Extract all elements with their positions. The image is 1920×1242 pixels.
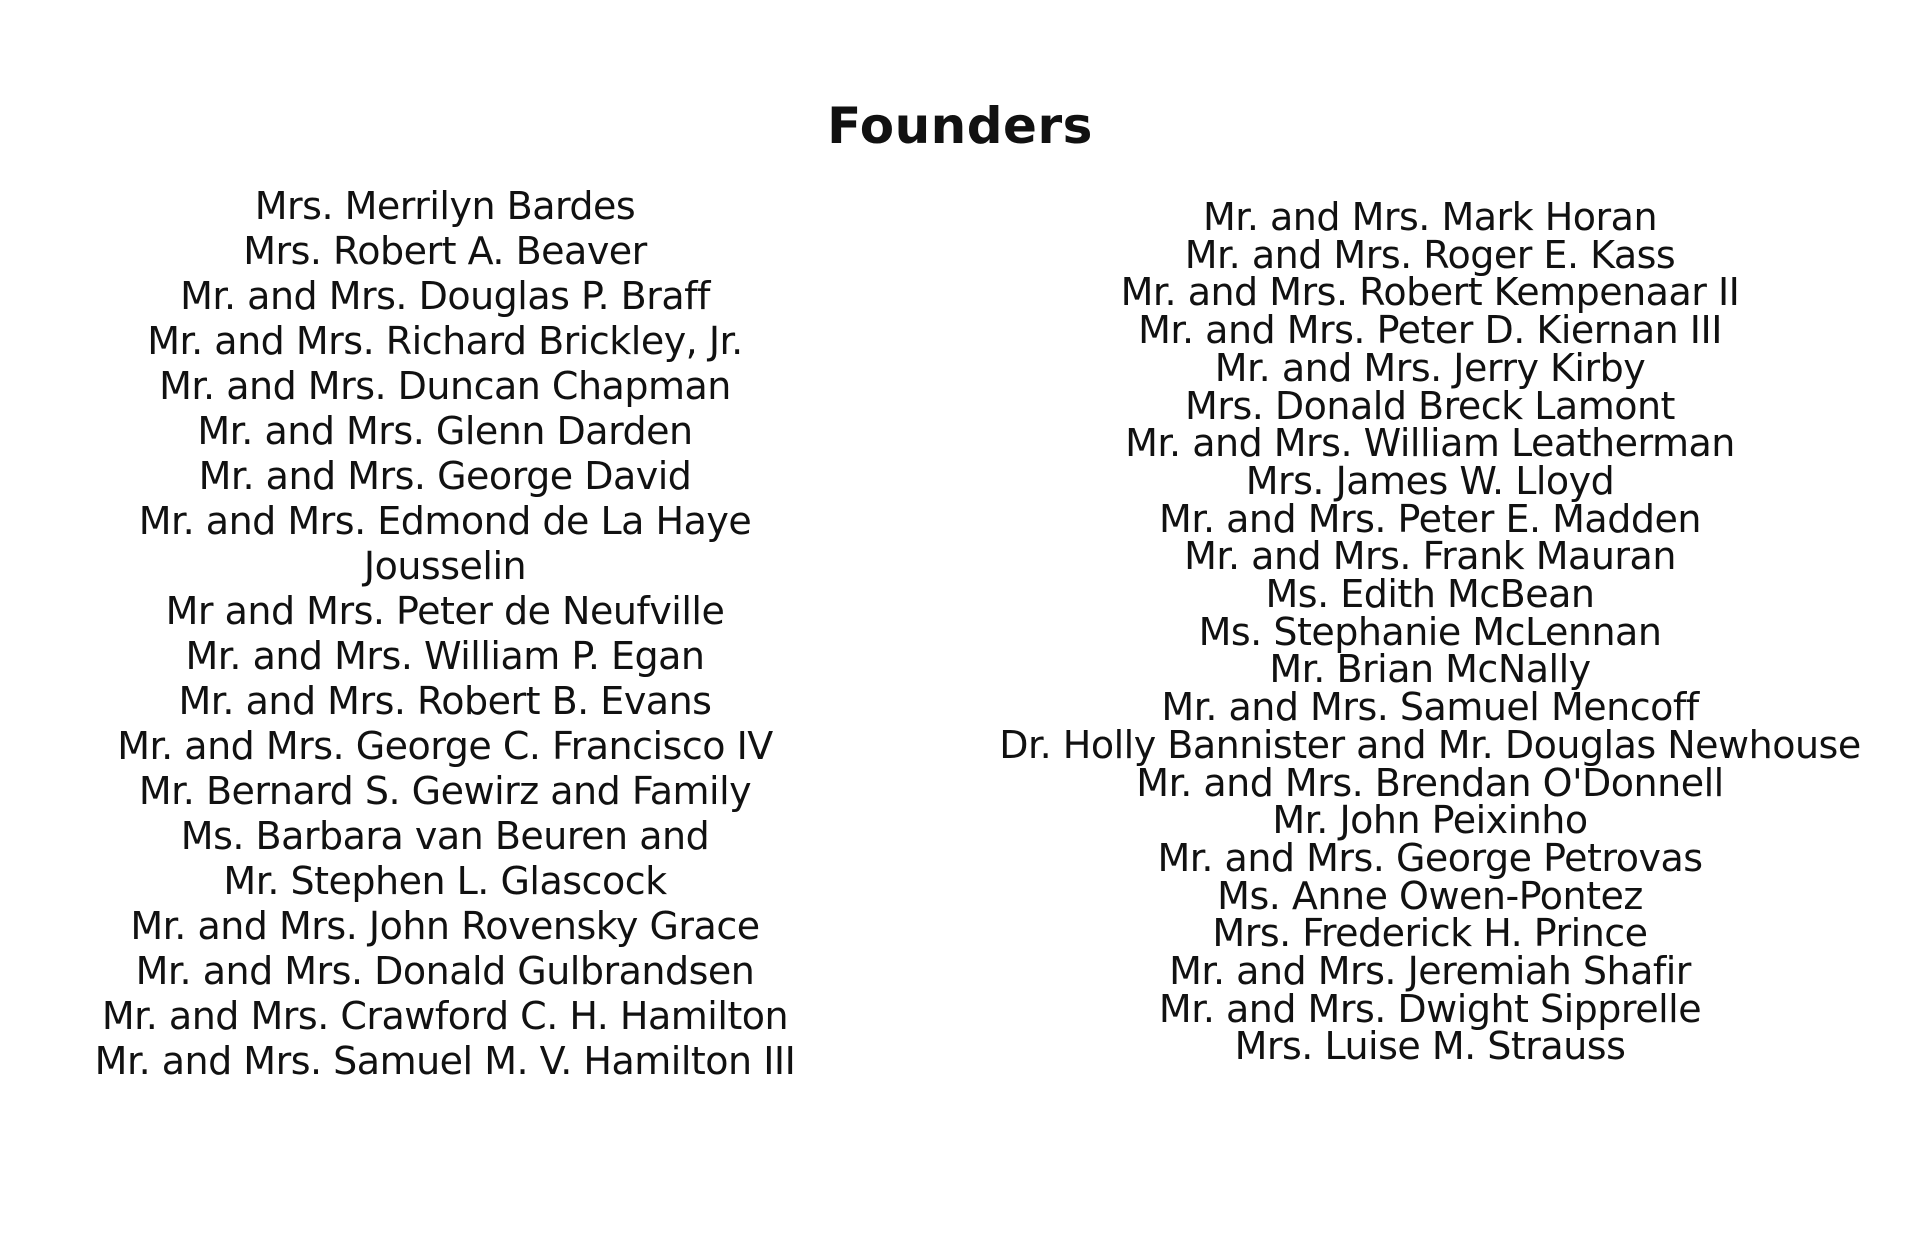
- founder-name: Mr. and Mrs. Robert Kempenaar II: [1120, 270, 1740, 315]
- founder-name: Mrs. Donald Breck Lamont: [1185, 383, 1675, 428]
- founder-name: Mr. and Mrs. George David: [198, 454, 692, 498]
- founder-name: Mr. Bernard S. Gewirz and Family: [138, 769, 752, 813]
- founder-name: Mr. and Mrs. Peter E. Madden: [1159, 496, 1701, 541]
- founder-name: Mrs. Luise M. Strauss: [1234, 1024, 1626, 1069]
- founder-name: Mrs. Frederick H. Prince: [1212, 911, 1648, 956]
- founder-name: Mr. and Mrs. William P. Egan: [185, 634, 705, 678]
- founder-name: Mr. Stephen L. Glascock: [223, 859, 667, 903]
- founder-name: Mr. and Mrs. Glenn Darden: [197, 409, 693, 453]
- founder-name: Mr. and Mrs. Donald Gulbrandsen: [135, 949, 755, 993]
- founder-name: Mr. and Mrs. Crawford C. H. Hamilton: [101, 994, 789, 1038]
- founder-name: Mr. and Mrs. Samuel Mencoff: [1161, 685, 1699, 730]
- founder-name: Mr. and Mrs. Mark Horan: [1202, 195, 1658, 239]
- founder-name: Mr. and Mrs. Duncan Chapman: [159, 364, 731, 408]
- founder-name: Mr. and Mrs. William Leatherman: [1125, 421, 1735, 466]
- founder-name: Ms. Anne Owen-Pontez: [1217, 873, 1643, 918]
- founder-name: Mr and Mrs. Peter de Neufville: [165, 589, 725, 633]
- founder-name: Mr. and Mrs. Robert B. Evans: [178, 679, 712, 723]
- founder-name: Mrs. Merrilyn Bardes: [254, 184, 636, 228]
- founder-name: Ms. Barbara van Beuren and: [180, 814, 710, 858]
- founder-name: Mr. and Mrs. Douglas P. Braff: [180, 274, 710, 318]
- founder-name: Mr. and Mrs. Peter D. Kiernan III: [1138, 308, 1722, 353]
- founder-name: Ms. Stephanie McLennan: [1198, 609, 1662, 654]
- page-title: Founders: [827, 96, 1093, 155]
- founder-name: Ms. Edith McBean: [1265, 572, 1595, 617]
- founder-name: Mr. and Mrs. Frank Mauran: [1184, 534, 1676, 579]
- founder-name: Jousselin: [363, 544, 527, 588]
- founders-list-left: [50, 184, 840, 1084]
- founder-name: Mr. and Mrs. Edmond de La Haye: [138, 499, 752, 543]
- founder-name: Mr. and Mrs. Dwight Sipprelle: [1158, 986, 1702, 1031]
- founder-name: Mr. and Mrs. John Rovensky Grace: [130, 904, 760, 948]
- founder-name: Mrs. James W. Lloyd: [1245, 458, 1615, 503]
- founder-name: Mr. and Mrs. Jerry Kirby: [1214, 345, 1646, 390]
- founder-name: Mr. and Mrs. Richard Brickley, Jr.: [147, 319, 743, 363]
- founder-name: Mr. and Mrs. Roger E. Kass: [1184, 232, 1676, 277]
- founders-list-right: [960, 195, 1900, 1069]
- founder-name: Mr. Brian McNally: [1269, 647, 1591, 692]
- founder-name: Mr. and Mrs. George C. Francisco IV: [117, 724, 773, 768]
- founder-name: Mr. and Mrs. Jeremiah Shafir: [1169, 949, 1691, 994]
- founder-name: Mr. John Peixinho: [1272, 798, 1588, 843]
- founder-name: Dr. Holly Bannister and Mr. Douglas Newhouse: [999, 722, 1861, 767]
- founder-name: Mr. and Mrs. Samuel M. V. Hamilton III: [94, 1039, 796, 1083]
- founder-name: Mr. and Mrs. Brendan O'Donnell: [1136, 760, 1724, 805]
- founder-name: Mr. and Mrs. George Petrovas: [1157, 835, 1703, 880]
- founder-name: Mrs. Robert A. Beaver: [243, 229, 647, 273]
